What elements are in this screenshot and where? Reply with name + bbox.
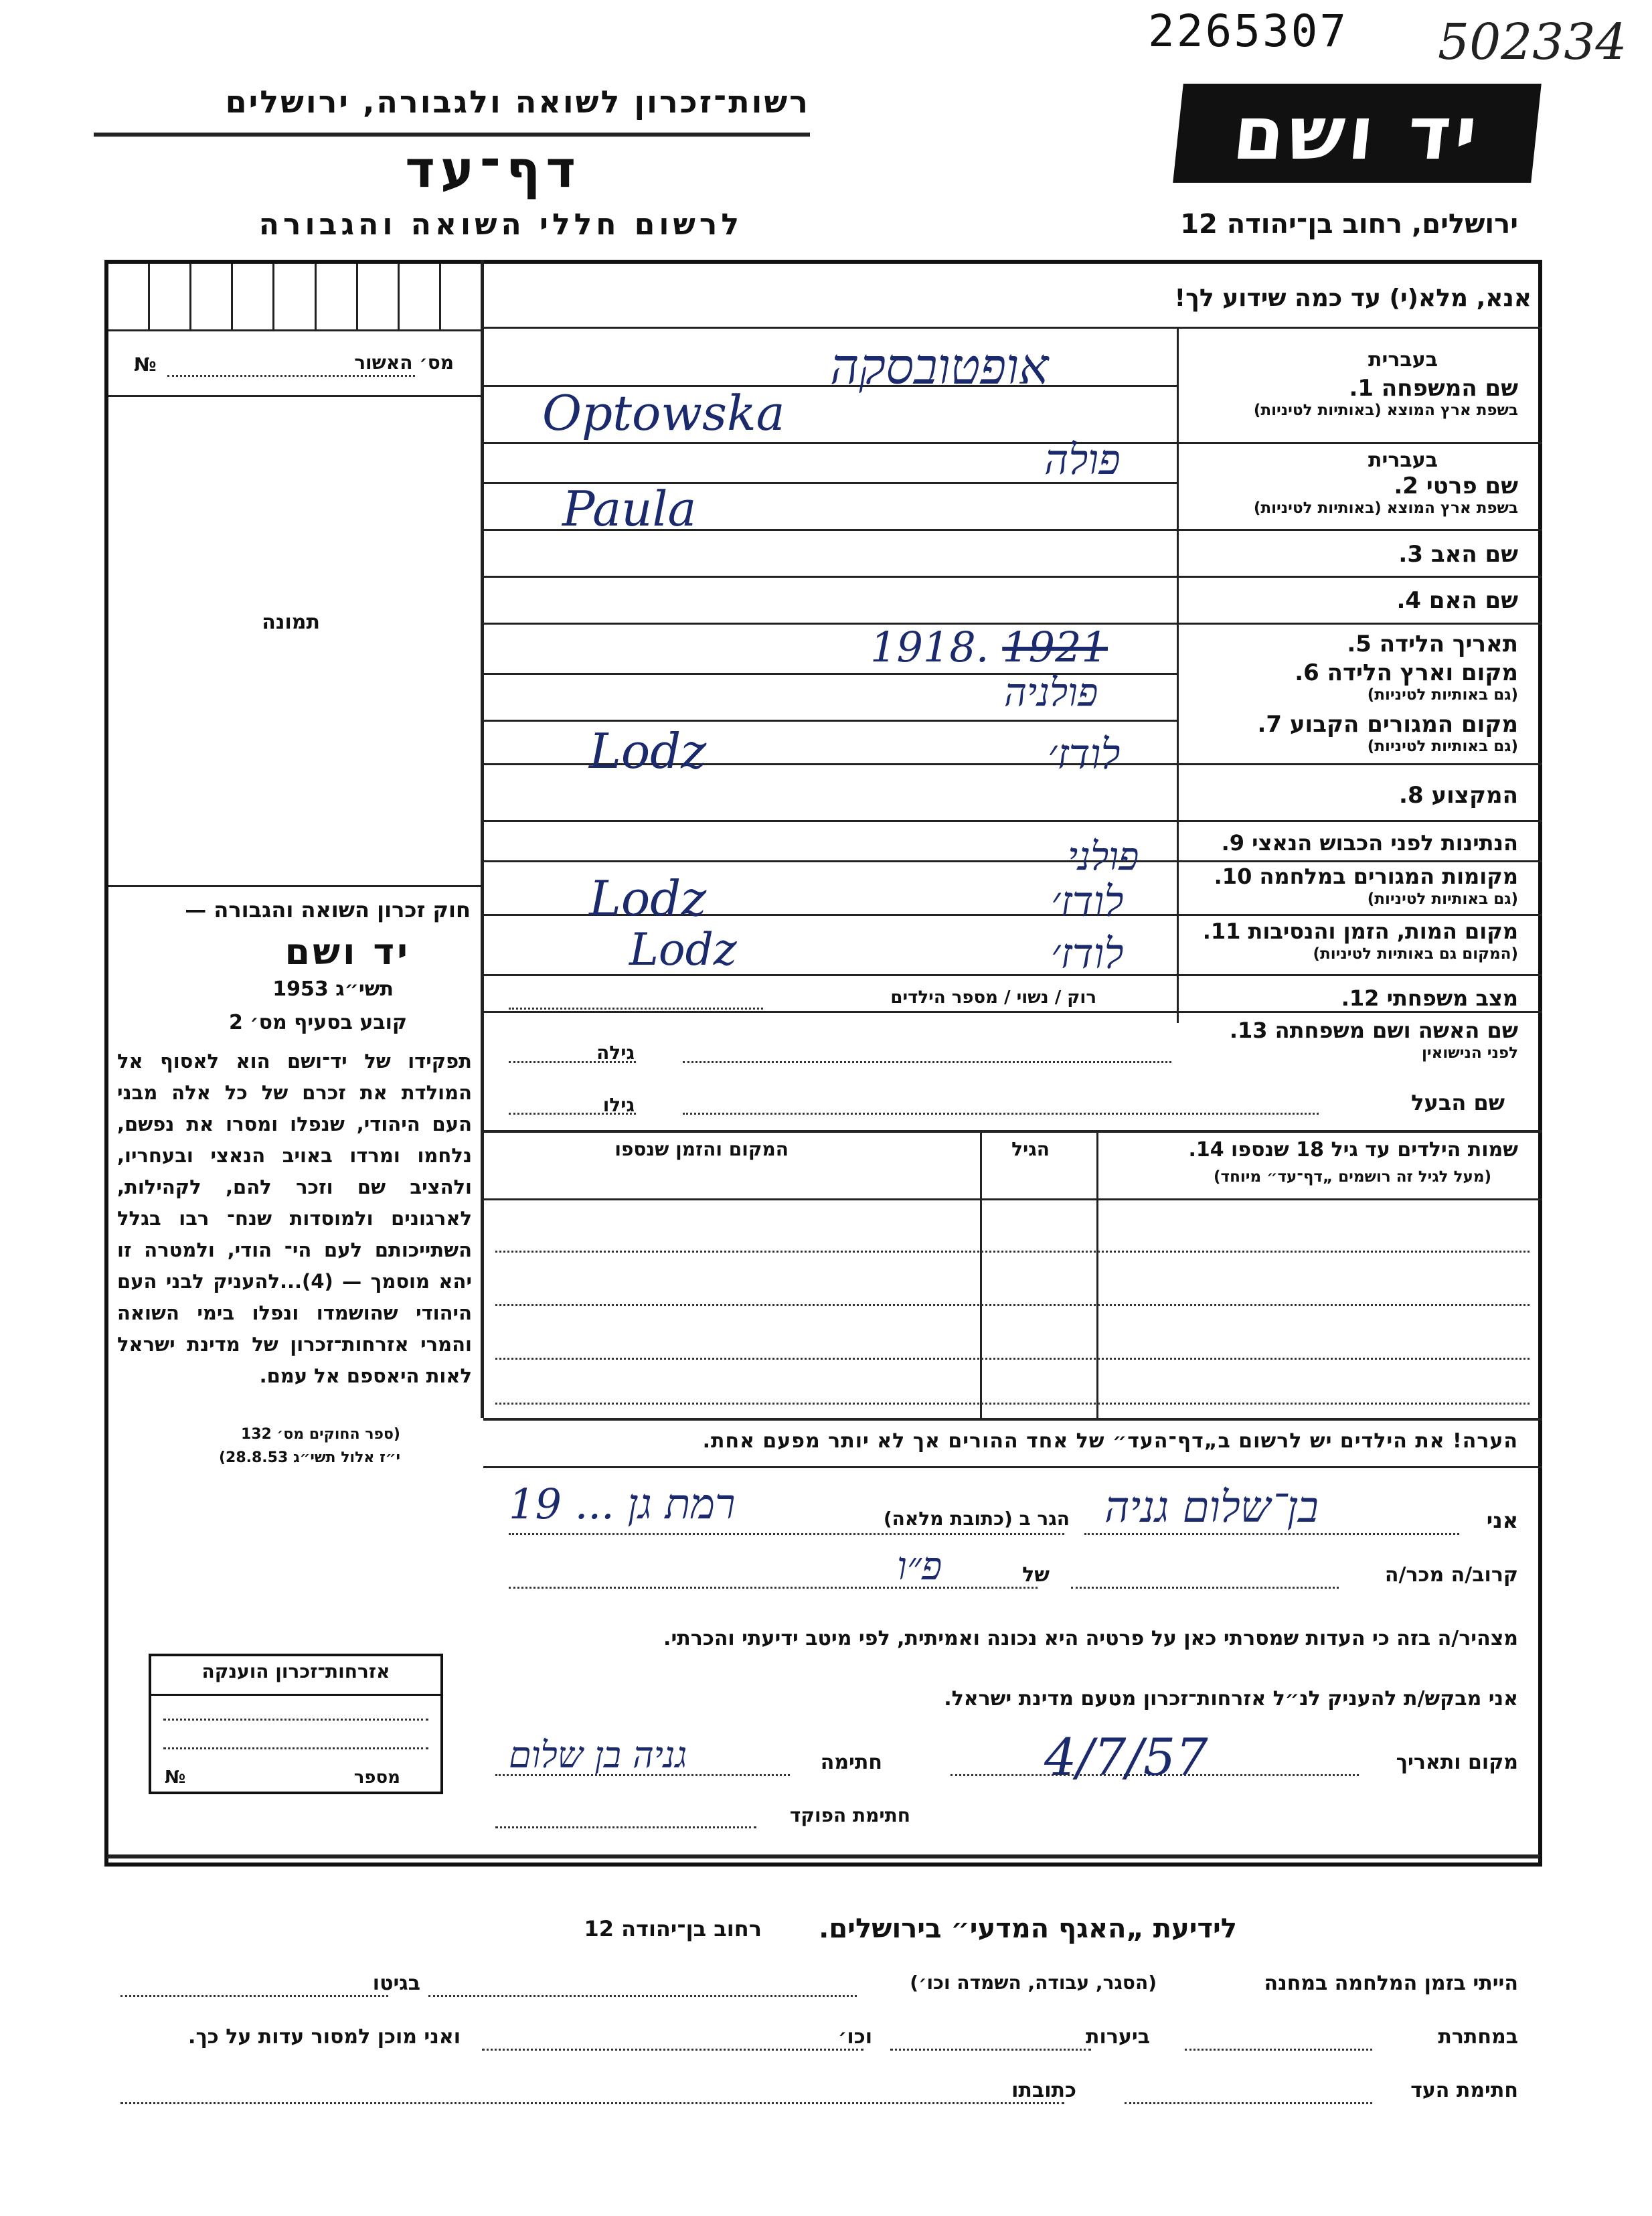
children-row-line[interactable] bbox=[495, 1304, 1530, 1306]
husband-name-line[interactable] bbox=[683, 1113, 1319, 1115]
field-10-sub: (גם באותיות לטיניות) bbox=[1367, 890, 1518, 908]
wife-name-line[interactable] bbox=[683, 1061, 1171, 1063]
value-line bbox=[483, 576, 1177, 578]
place-date-value[interactable]: 4/7/57 bbox=[1044, 1727, 1208, 1787]
field-1-sub: בשפת ארץ המוצא (באותיות לטיניות) bbox=[1253, 402, 1518, 419]
citizenship-request: אני מבקש/ת להעניק לנ״ל אזרחות־זכרון מטעם מדינת ישראל. bbox=[944, 1687, 1518, 1711]
wife-age-line[interactable] bbox=[509, 1061, 636, 1063]
field-1-hebrew-tag: בעברית bbox=[1368, 348, 1438, 372]
field-3-label: שם האב 3. bbox=[1398, 541, 1518, 568]
footer-line1-field[interactable] bbox=[428, 1995, 857, 1997]
husband-age-line[interactable] bbox=[509, 1113, 636, 1115]
field-6-sub: (גם באותיות לטיניות) bbox=[1367, 686, 1518, 704]
officer-signature-line[interactable] bbox=[495, 1826, 756, 1828]
top-left-boxes bbox=[108, 264, 481, 331]
relation-label: קרוב/ה מכר/ה bbox=[1384, 1563, 1518, 1587]
authority-underline bbox=[94, 133, 810, 137]
address-label: הגר ב (כתובת מלאה) bbox=[883, 1508, 1070, 1530]
row-line bbox=[1177, 623, 1542, 625]
footer-line2-field2[interactable] bbox=[890, 2049, 1091, 2051]
children-col-divider-1 bbox=[1096, 1130, 1098, 1418]
form-subtitle: לרשום חללי השואה והגבורה bbox=[258, 208, 743, 242]
row-line bbox=[1177, 860, 1542, 862]
family-status-options[interactable]: רוק / נשוי / מספר הילדים bbox=[890, 987, 1096, 1008]
children-note: הערה! את הילדים יש לרשום ב„דף־העד״ של אחד ההורים אך לא יותר מפעם אחת. bbox=[702, 1429, 1518, 1453]
citizenship-box-line[interactable] bbox=[163, 1719, 428, 1721]
field-9-label: הנתינות לפני הכבוש הנאצי 9. bbox=[1221, 830, 1518, 856]
row-line bbox=[1177, 820, 1542, 822]
law-clause: קובע בסעיף מס׳ 2 bbox=[228, 1011, 407, 1034]
citizenship-box-line[interactable] bbox=[163, 1747, 428, 1749]
note-bottom-line bbox=[483, 1466, 1542, 1468]
row-line bbox=[1177, 974, 1542, 976]
children-header-line bbox=[483, 1198, 1542, 1200]
approval-number-line[interactable] bbox=[167, 375, 415, 377]
children-row-line[interactable] bbox=[495, 1403, 1530, 1405]
footer-line1-ghetto[interactable] bbox=[120, 1995, 388, 1997]
field-12-label: מצב משפחתי 12. bbox=[1341, 985, 1518, 1011]
citizenship-no-mark: № bbox=[165, 1767, 186, 1788]
children-row-line[interactable] bbox=[495, 1251, 1530, 1253]
wife-age-label: גילה bbox=[596, 1042, 635, 1064]
field-7-label: מקום המגורים הקבוע 7. bbox=[1257, 711, 1518, 738]
footer-line2-b: ביערות bbox=[1086, 2025, 1150, 2049]
citizenship-value[interactable]: פולני bbox=[1068, 834, 1139, 879]
org-address: ירושלים, רחוב בן־יהודה 12 bbox=[1180, 209, 1518, 240]
declarant-line[interactable] bbox=[1084, 1533, 1459, 1535]
law-title: חוק זכרון השואה והגבורה — bbox=[185, 897, 471, 923]
row-line bbox=[1177, 1011, 1542, 1013]
field-13-sub: לפני הנישואין bbox=[1422, 1044, 1518, 1062]
law-year: תשי״ג 1953 bbox=[272, 977, 394, 1001]
yad-vashem-logo: יד ושם bbox=[1173, 84, 1542, 183]
signature-value[interactable]: גניה בן שלום bbox=[509, 1734, 687, 1776]
field-13-label: שם האשה ושם משפחתה 13. bbox=[1229, 1018, 1518, 1043]
footer-address: רחוב בן־יהודה 12 bbox=[584, 1916, 762, 1942]
note-top-line bbox=[483, 1418, 1542, 1421]
children-age-column: הגיל bbox=[1011, 1138, 1050, 1160]
surname-hebrew-value[interactable]: אופטובסקה bbox=[830, 338, 1049, 396]
authority-title: רשות־זכרון לשואה ולגבורה, ירושלים bbox=[225, 84, 810, 120]
declarant-name[interactable]: בן־שלום גניה bbox=[1104, 1483, 1319, 1532]
row-line bbox=[1177, 442, 1542, 444]
death-place-latin-value[interactable]: Lodz bbox=[629, 924, 737, 975]
footer-witness-address-line[interactable] bbox=[120, 2102, 1064, 2104]
row-line bbox=[1177, 914, 1542, 916]
footer-line3-b: כתובתו bbox=[1011, 2079, 1076, 2102]
address-line[interactable] bbox=[509, 1533, 1064, 1535]
field-1-label: שם המשפחה 1. bbox=[1349, 375, 1518, 402]
law-name: יד ושם bbox=[284, 931, 410, 973]
field-11-label: מקום המות, הזמן והנסיבות 11. bbox=[1202, 919, 1518, 944]
address-value[interactable]: רמת גן ... 19 bbox=[509, 1480, 736, 1528]
citizenship-number-label: מספר bbox=[353, 1767, 400, 1788]
children-sub: (מעל לגיל זה רושמים „דף־עד״ מיוחד) bbox=[1214, 1168, 1491, 1186]
row-line bbox=[1177, 576, 1542, 578]
approval-number-label: מס׳ האשור bbox=[354, 351, 454, 374]
law-reference-2: י״ז אלול תשי״ג 28.8.53) bbox=[218, 1449, 400, 1466]
value-line bbox=[483, 820, 1177, 822]
surname-latin-value[interactable]: Optowska bbox=[542, 385, 785, 441]
archive-number-secondary: 502334 bbox=[1438, 13, 1627, 71]
footer-line3-a: חתימת העד bbox=[1410, 2079, 1518, 2102]
children-table-top bbox=[483, 1130, 1542, 1133]
husband-name-label: שם הבעל bbox=[1411, 1090, 1505, 1115]
footer-line2-d: ואני מוכן למסור עדות על כך. bbox=[188, 2025, 461, 2049]
wartime-residence-hebrew-value[interactable]: לודז׳ bbox=[1051, 877, 1124, 926]
signature-label: חתימה bbox=[820, 1751, 882, 1774]
value-line bbox=[483, 720, 1177, 722]
birthplace-value[interactable]: פולניה bbox=[1004, 669, 1098, 715]
relation-line[interactable] bbox=[1071, 1587, 1339, 1589]
instruction-divider bbox=[483, 327, 1542, 329]
field-7-sub: (גם באותיות לטיניות) bbox=[1367, 738, 1518, 755]
footer-title: לידיעת „האגף המדעי״ בירושלים. bbox=[819, 1913, 1237, 1944]
footer-line2-field3[interactable] bbox=[482, 2049, 863, 2051]
field-8-label: המקצוע 8. bbox=[1399, 782, 1518, 809]
husband-age-label: גילו bbox=[602, 1094, 635, 1116]
family-status-line bbox=[509, 1008, 763, 1010]
firstname-hebrew-value[interactable]: פולה bbox=[1044, 435, 1121, 484]
declaration-statement: מצהיר/ה בזה כי העדות שמסרתי כאן על פרטיה היא נכונה ואמיתית, לפי מיטב ידיעתי והכרתי. bbox=[663, 1627, 1518, 1650]
form-title: דף־עד bbox=[405, 139, 581, 199]
footer-line1-a: הייתי בזמן המלחמה במחנה bbox=[1264, 1972, 1518, 1995]
footer-line2-field1[interactable] bbox=[1185, 2049, 1372, 2051]
left-box-divider bbox=[108, 329, 481, 331]
footer-line2-a: במחתרת bbox=[1438, 2025, 1518, 2049]
field-2-label: שם פרטי 2. bbox=[1394, 473, 1518, 499]
approval-divider bbox=[108, 395, 481, 397]
residence-hebrew-value[interactable]: לודז׳ bbox=[1048, 730, 1121, 779]
footer-witness-signature-line[interactable] bbox=[1125, 2102, 1372, 2104]
place-date-label: מקום ותאריך bbox=[1396, 1751, 1518, 1774]
row-line bbox=[1177, 529, 1542, 531]
law-paragraph: תפקידו של יד־ושם הוא לאסוף אל המולדת את זכרם של כל אלה מבני העם היהודי, שנפלו ומסרו את נפשם, נלחמו ומרדו באויב הנאצי ובעחריו, ולהציב שם וזכר להם, לקהילות, לארגונים ולמוסדות שנח־ רבו בגלל השתייכותם לעם הי־ הודי, ולמטרה זו יהא מוסמך — (4)...להעניק לבני העם היהודי שהושמדו ונפלו בימי השואה והמרי אזרחות־זכרון של מדינת ישראל לאות היאספם אל עמם. bbox=[117, 1050, 472, 1387]
label-column-divider bbox=[1177, 327, 1179, 1023]
firstname-latin-value[interactable]: Paula bbox=[562, 481, 697, 537]
field-4-label: שם האם 4. bbox=[1396, 587, 1518, 614]
footer-line1-c: בגיטו bbox=[372, 1972, 420, 1995]
children-place-column: המקום והזמן שנספו bbox=[614, 1138, 789, 1160]
left-column-divider bbox=[481, 260, 484, 1418]
field-11-sub: (המקום גם באותיות לטיניות) bbox=[1313, 945, 1518, 963]
relation-of-label: של bbox=[1022, 1563, 1050, 1587]
children-row-line[interactable] bbox=[495, 1358, 1530, 1360]
fill-instruction: אנא, מלא(י) עד כמה שידוע לך! bbox=[1174, 285, 1532, 312]
field-5-label: תאריך הלידה 5. bbox=[1347, 631, 1518, 657]
residence-latin-value[interactable]: Lodz bbox=[589, 723, 707, 779]
footer-divider bbox=[107, 1854, 1540, 1858]
children-label: שמות הילדים עד גיל 18 שנספו 14. bbox=[1188, 1138, 1518, 1162]
birthdate-value[interactable]: 1918. 1921 bbox=[870, 623, 1108, 671]
wartime-residence-latin-value[interactable]: Lodz bbox=[589, 870, 707, 927]
footer-line2-c: וכו׳ bbox=[838, 2025, 872, 2049]
field-2-hebrew-tag: בעברית bbox=[1368, 449, 1438, 472]
photo-label: תמונה bbox=[262, 611, 320, 634]
relation-of-line[interactable] bbox=[509, 1587, 1038, 1589]
value-line bbox=[483, 1011, 1177, 1013]
citizenship-box-title: אזרחות־זכרון הוענקה bbox=[151, 1656, 440, 1696]
law-reference-1: (ספר החוקים מס׳ 132 bbox=[240, 1426, 400, 1443]
archive-number-primary: 2265307 bbox=[1148, 5, 1349, 57]
footer-line1-b: (הסגר, עבודה, השמדה וכו׳) bbox=[910, 1972, 1157, 1994]
death-place-hebrew-value[interactable]: לודז׳ bbox=[1051, 929, 1124, 978]
children-col-divider-2 bbox=[980, 1130, 982, 1418]
declarant-prefix: אני bbox=[1486, 1508, 1518, 1533]
photo-divider bbox=[108, 885, 481, 887]
officer-signature-label: חתימת הפוקד bbox=[789, 1804, 910, 1826]
field-6-label: מקום וארץ הלידה 6. bbox=[1295, 659, 1518, 686]
approval-no-mark: № bbox=[134, 353, 157, 376]
row-line bbox=[1177, 763, 1542, 765]
relation-value[interactable]: פ״ו bbox=[897, 1543, 942, 1589]
field-10-label: מקומות המגורים במלחמה 10. bbox=[1214, 864, 1518, 889]
field-2-sub: בשפת ארץ המוצא (באותיות לטיניות) bbox=[1253, 499, 1518, 517]
